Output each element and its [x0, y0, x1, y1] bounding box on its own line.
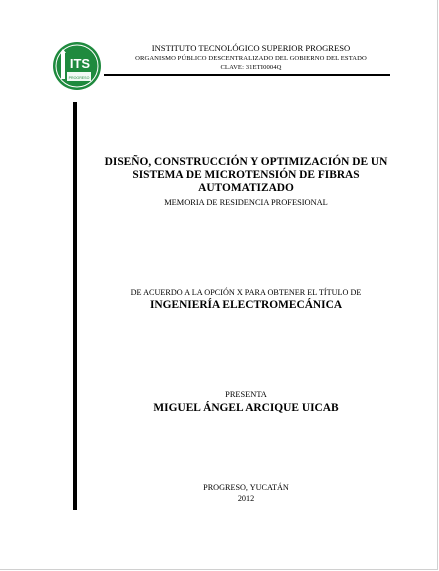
title-line-3: AUTOMATIZADO [198, 182, 294, 194]
institution-header [108, 43, 394, 72]
header-rule [104, 74, 390, 76]
thesis-title [96, 156, 396, 195]
institution-clave: CLAVE: 31ETI0004Q [220, 64, 282, 71]
lighthouse-icon [61, 53, 65, 79]
option-text: DE ACUERDO A LA OPCIÓN X PARA OBTENER EL TÍTULO DE [130, 288, 362, 297]
vertical-bar [73, 102, 77, 510]
title-line-1: DISEÑO, CONSTRUCCIÓN Y OPTIMIZACIÓN DE UN [104, 156, 388, 168]
title-line-2: SISTEMA DE MICROTENSIÓN DE FIBRAS [132, 169, 360, 181]
author-name: MIGUEL ÁNGEL ARCIQUE UICAB [153, 402, 339, 414]
institution-organism: ORGANISMO PÚBLICO DESCENTRALIZADO DEL GOBIERNO DEL ESTADO [135, 55, 367, 62]
place: PROGRESO, YUCATÁN [203, 483, 289, 492]
thesis-subtitle: MEMORIA DE RESIDENCIA PROFESIONAL [164, 198, 328, 207]
institution-name: INSTITUTO TECNOLÓGICO SUPERIOR PROGRESO [151, 43, 351, 53]
logo-text: ITS [69, 56, 91, 71]
presenta-label: PRESENTA [225, 390, 267, 399]
year: 2012 [237, 494, 255, 503]
its-progreso-logo [52, 38, 102, 94]
logo-motto: PROGRESO [68, 76, 90, 80]
degree-title: INGENIERÍA ELECTROMECÁNICA [149, 299, 343, 311]
